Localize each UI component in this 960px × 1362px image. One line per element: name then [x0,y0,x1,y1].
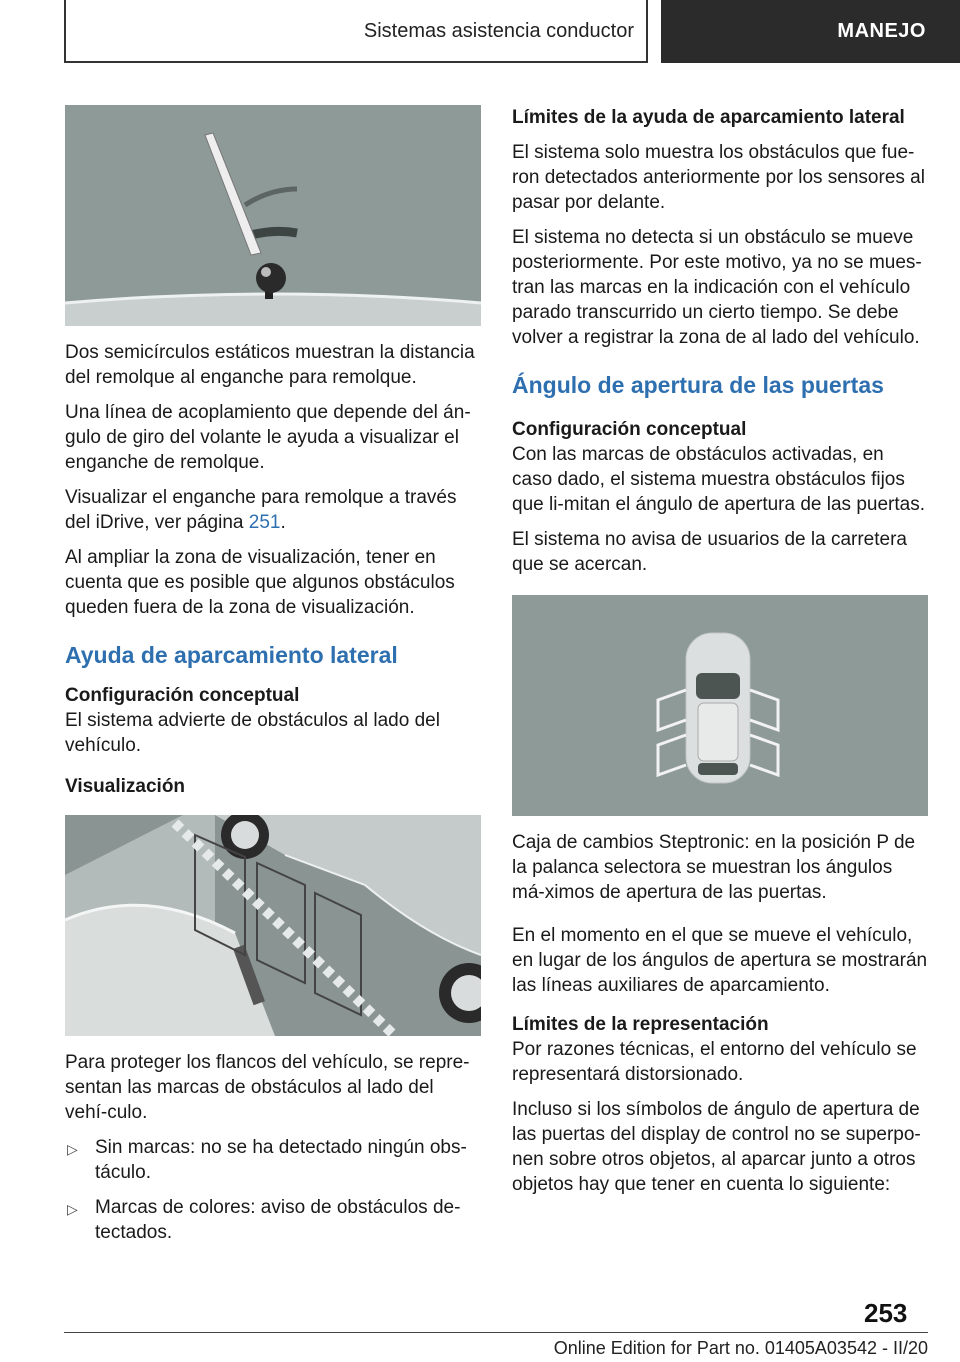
right-column [512,105,928,1207]
paragraph: Al ampliar la zona de visualización, tener en cuenta que es posible que algunos obstáculos queden fuera de la zona de visualización. [65,547,455,618]
paragraph: Con las marcas de obstáculos activadas, en caso dado, el sistema muestra obstáculos fijos que li-mitan el ángulo de apertura de las puertas. [512,444,925,515]
trailer-hitch-figure [65,105,481,326]
door-angle-illustration [512,595,928,816]
list-item [65,1135,481,1185]
door-angle-figure [512,595,928,816]
paragraph: Una línea de acoplamiento que depende del án-gulo de giro del volante le ayuda a visualizar el enganche de remolque. [65,402,471,473]
paragraph: Caja de cambios Steptronic: en la posición P de la palanca selectora se muestran los ángulos má-ximos de apertura de las puertas. [512,832,916,903]
triangle-bullet-icon: ▷ [67,1141,78,1157]
list-item-text: Sin marcas: no se ha detectado ningún obs-táculo. [95,1137,467,1183]
paragraph: En el momento en el que se mueve el vehículo, en lugar de los ángulos de apertura se mostrarán las líneas auxiliares de aparcamiento. [512,925,928,996]
paragraph-text: Visualizar el enganche para remolque a través del iDrive, ver página [65,487,457,533]
footer-edition: Online Edition for Part no. 01405A03542 - II/20 [553,1338,928,1358]
paragraph-with-link [65,485,481,535]
side-parking-figure [65,815,481,1036]
paragraph: Incluso si los símbolos de ángulo de apertura de las puertas del display de control no se superpo-nen sobre otros objetos, al aparcar junto a otros objetos hay que tener en cuenta lo siguiente: [512,1099,921,1195]
header-chapter-tab: MANEJO [661,0,960,63]
bullet-list [65,1135,481,1245]
section-heading: Ángulo de apertura de las puertas [512,372,884,398]
page-reference-link[interactable]: 251 [248,512,281,533]
list-item [65,1195,481,1245]
left-column [65,105,481,1255]
header-section-title: Sistemas asistencia conductor [363,20,634,42]
paragraph: Por razones técnicas, el entorno del vehículo se representará distorsionado. [512,1039,917,1085]
subsection-heading: Configuración conceptual [65,685,300,706]
section-heading: Ayuda de aparcamiento lateral [65,642,398,668]
paragraph: El sistema no avisa de usuarios de la carretera que se acercan. [512,529,907,575]
paragraph: El sistema solo muestra los obstáculos que fue-ron detectados anteriormente por los sensores al pasar por delante. [512,142,925,213]
triangle-bullet-icon: ▷ [67,1201,78,1217]
subsection-heading: Límites de la ayuda de aparcamiento lateral [512,107,905,128]
paragraph: Para proteger los flancos del vehículo, se repre-sentan las marcas de obstáculos al lado del vehí-culo. [65,1052,470,1123]
subsection-heading: Límites de la representación [512,1014,769,1035]
trailer-hitch-illustration [65,105,481,326]
side-parking-illustration [65,815,481,1036]
list-item-text: Marcas de colores: aviso de obstáculos de-tectados. [95,1197,461,1243]
page-number: 253 [864,1298,908,1328]
subsection-heading: Visualización [65,776,186,797]
paragraph: Dos semicírculos estáticos muestran la distancia del remolque al enganche para remolque. [65,342,475,388]
paragraph: El sistema no detecta si un obstáculo se mueve posteriormente. Por este motivo, ya no se mues-tran las marcas en la indicación con el vehículo parado transcurrido un cierto tiempo. Se debe volver a registrar la zona de al lado del vehículo. [512,227,922,348]
subsection-heading: Configuración conceptual [512,419,747,440]
paragraph-text: . [280,512,286,533]
paragraph: El sistema advierte de obstáculos al lado del vehículo. [65,710,440,756]
footer-divider [64,1332,928,1333]
